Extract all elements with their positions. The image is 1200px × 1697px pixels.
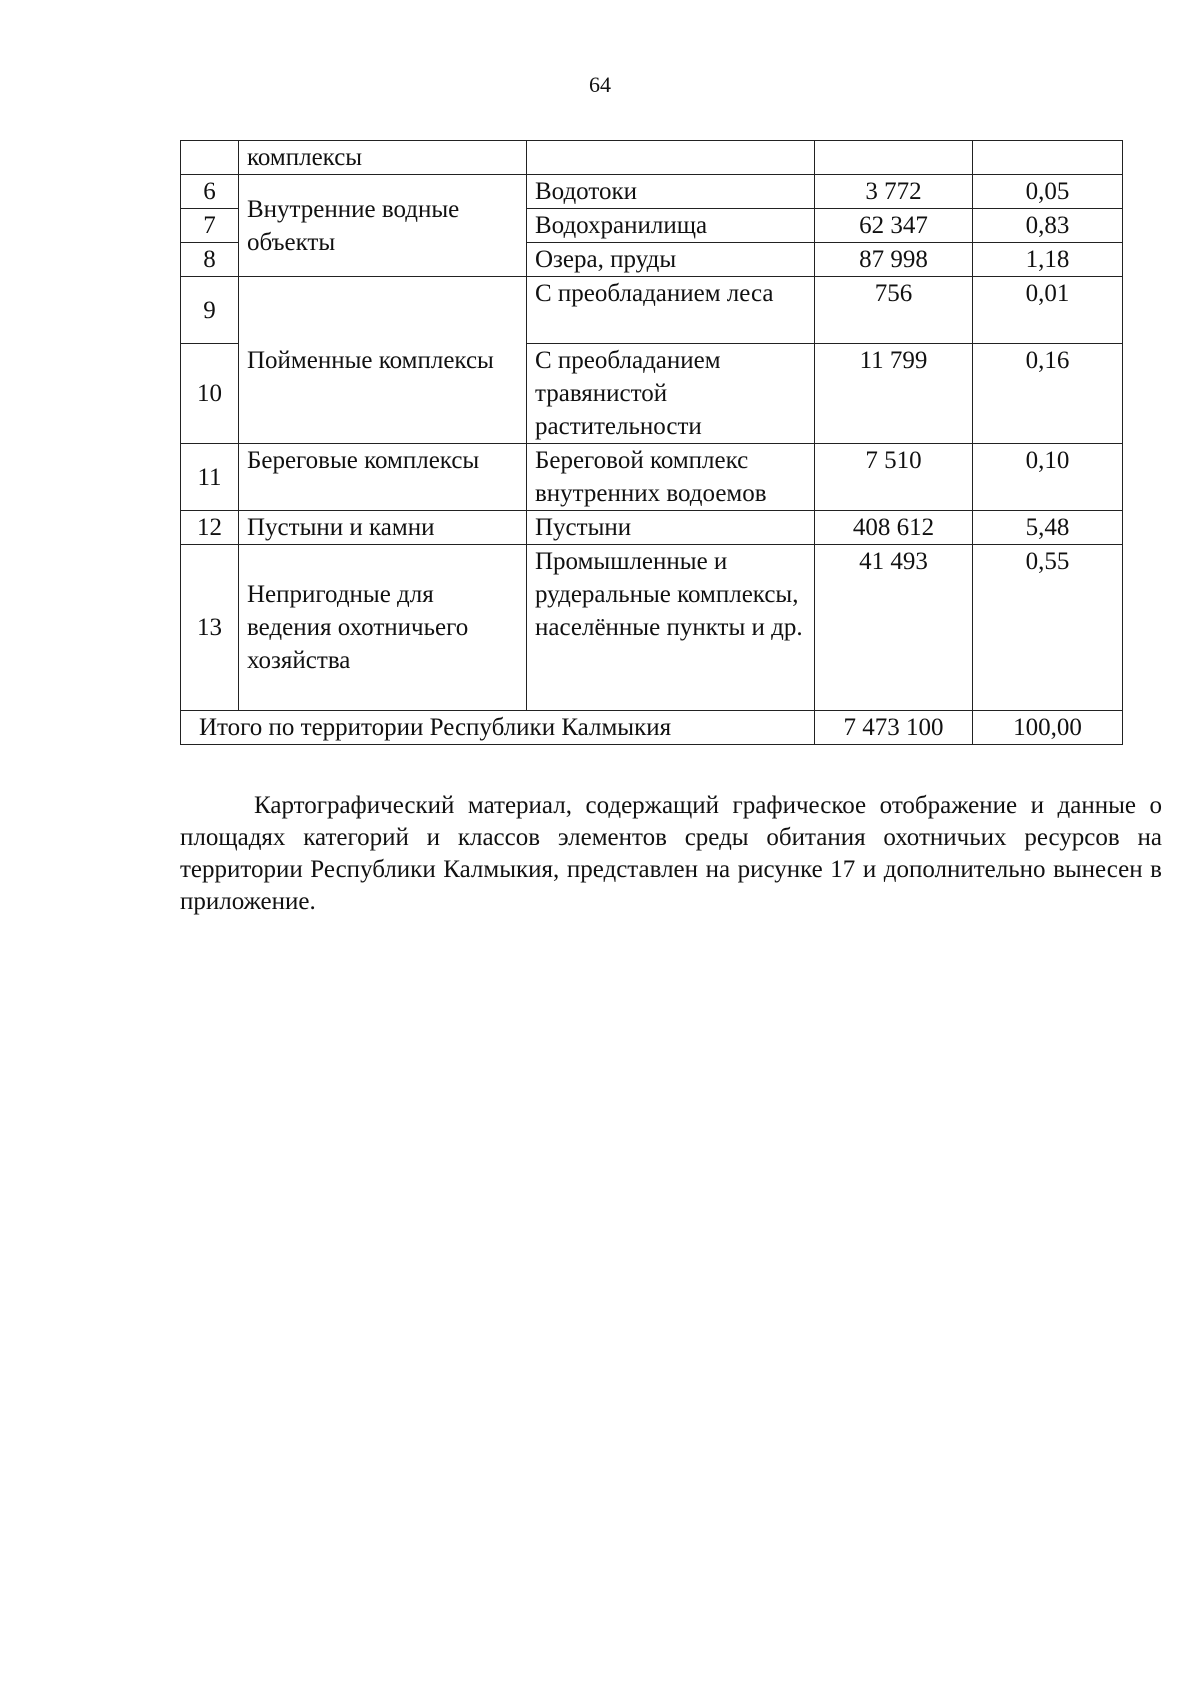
- body-paragraph: Картографический материал, содержащий графическое отображение и данные о площадях категорий и классов элементов среды обитания охотничьих ресурсов на территории Республики Калмыкия, представлен на рисунке 17 и дополнительно вынесен в приложение.: [180, 792, 1162, 915]
- class-cell: Промышленные и рудеральные комплексы, населённые пункты и др.: [527, 545, 815, 711]
- category-cell: Непригодные для ведения охотничьего хозяйства: [239, 545, 527, 711]
- num-cell: 9: [181, 277, 239, 344]
- percent-cell: 0,10: [973, 444, 1123, 511]
- num-cell: 11: [181, 444, 239, 511]
- total-area: 7 473 100: [815, 711, 973, 745]
- percent-cell: 5,48: [973, 511, 1123, 545]
- percent-cell: 0,83: [973, 209, 1123, 243]
- category-cell: Береговые комплексы: [239, 444, 527, 511]
- num-cell: 13: [181, 545, 239, 711]
- area-cell: 3 772: [815, 175, 973, 209]
- num-cell: 10: [181, 344, 239, 444]
- table-row: [181, 141, 1123, 175]
- category-cell: Пустыни и камни: [239, 511, 527, 545]
- num-cell: 6: [181, 175, 239, 209]
- category-cell: Пойменные комплексы: [239, 277, 527, 444]
- class-cell: Озера, пруды: [527, 243, 815, 277]
- class-cell: [527, 141, 815, 175]
- area-cell: 7 510: [815, 444, 973, 511]
- class-cell: Водохранилища: [527, 209, 815, 243]
- total-percent: 100,00: [973, 711, 1123, 745]
- total-label: Итого по территории Республики Калмыкия: [181, 711, 815, 745]
- table-row: [181, 511, 1123, 545]
- table-row: [181, 277, 1123, 344]
- area-cell: 408 612: [815, 511, 973, 545]
- category-cell: комплексы: [239, 141, 527, 175]
- percent-cell: 0,55: [973, 545, 1123, 711]
- area-cell: 87 998: [815, 243, 973, 277]
- habitat-area-table: [180, 140, 1123, 745]
- num-cell: [181, 141, 239, 175]
- area-cell: [815, 141, 973, 175]
- area-cell: 62 347: [815, 209, 973, 243]
- area-cell: 41 493: [815, 545, 973, 711]
- class-cell: Пустыни: [527, 511, 815, 545]
- table-total-row: [181, 711, 1123, 745]
- table-row: [181, 444, 1123, 511]
- page-number: 64: [589, 72, 611, 97]
- table-row: [181, 545, 1123, 711]
- percent-cell: 1,18: [973, 243, 1123, 277]
- category-cell: Внутренние водные объекты: [239, 175, 527, 277]
- num-cell: 8: [181, 243, 239, 277]
- area-cell: 756: [815, 277, 973, 344]
- num-cell: 12: [181, 511, 239, 545]
- class-cell: Водотоки: [527, 175, 815, 209]
- percent-cell: 0,01: [973, 277, 1123, 344]
- class-cell: С преобладанием травянистой растительности: [527, 344, 815, 444]
- percent-cell: [973, 141, 1123, 175]
- class-cell: С преобладанием леса: [527, 277, 815, 344]
- class-cell: Береговой комплекс внутренних водоемов: [527, 444, 815, 511]
- percent-cell: 0,05: [973, 175, 1123, 209]
- percent-cell: 0,16: [973, 344, 1123, 444]
- table-row: [181, 175, 1123, 209]
- area-cell: 11 799: [815, 344, 973, 444]
- num-cell: 7: [181, 209, 239, 243]
